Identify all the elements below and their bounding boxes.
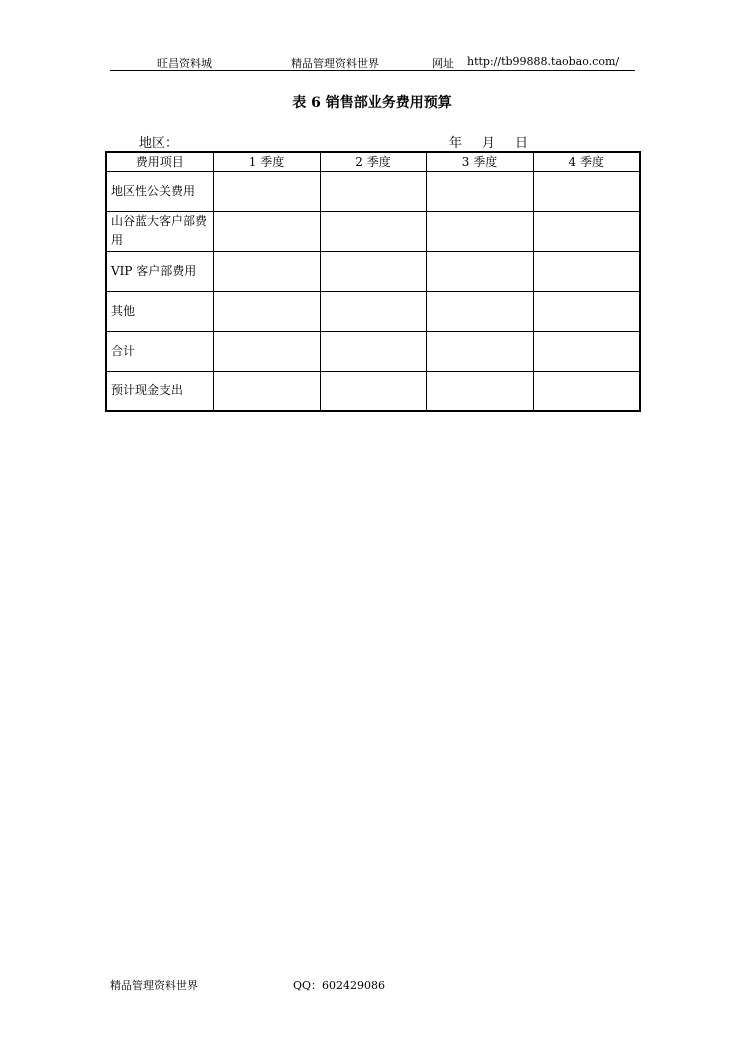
- column-header-q3: 3 季度: [426, 152, 533, 171]
- table-row: [106, 331, 640, 371]
- cell-q3[interactable]: [426, 171, 533, 211]
- cell-q3[interactable]: [426, 251, 533, 291]
- date-day-label: 日: [515, 136, 529, 151]
- cell-q2[interactable]: [320, 371, 426, 411]
- cell-q1[interactable]: [213, 171, 320, 211]
- column-header-q2: 2 季度: [320, 152, 426, 171]
- header-url-label: 网址: [432, 57, 454, 70]
- row-item-label: 地区性公关费用: [106, 171, 213, 211]
- cell-q3[interactable]: [426, 291, 533, 331]
- cell-q2[interactable]: [320, 251, 426, 291]
- region-label: 地区：: [139, 136, 179, 151]
- footer-qq: QQ：602429086: [293, 979, 386, 992]
- table-row: [106, 291, 640, 331]
- cell-q2[interactable]: [320, 291, 426, 331]
- cell-q1[interactable]: [213, 251, 320, 291]
- cell-q1[interactable]: [213, 331, 320, 371]
- cell-q1[interactable]: [213, 291, 320, 331]
- table-row: [106, 371, 640, 411]
- header-shop-name: 旺昌资料城: [157, 57, 212, 70]
- date-month-label: 月: [482, 136, 496, 151]
- cell-q1[interactable]: [213, 211, 320, 251]
- row-item-label: 预计现金支出: [106, 371, 213, 411]
- cell-q1[interactable]: [213, 371, 320, 411]
- column-header-q1: 1 季度: [213, 152, 320, 171]
- cell-q4[interactable]: [533, 371, 640, 411]
- cell-q4[interactable]: [533, 251, 640, 291]
- document-title: 表 6 销售部业务费用预算: [292, 95, 452, 111]
- cell-q4[interactable]: [533, 211, 640, 251]
- header-url-link[interactable]: http://tb99888.taobao.com/: [467, 55, 620, 68]
- row-item-label: 合计: [106, 331, 213, 371]
- column-header-item: 费用项目: [106, 152, 213, 171]
- table-row: [106, 211, 640, 251]
- table-row: [106, 171, 640, 211]
- row-item-label: 山谷蓝大客户部费用: [106, 211, 213, 251]
- date-year-label: 年: [449, 136, 463, 151]
- cell-q3[interactable]: [426, 211, 533, 251]
- cell-q2[interactable]: [320, 171, 426, 211]
- budget-table: [105, 151, 641, 412]
- cell-q3[interactable]: [426, 331, 533, 371]
- table-header-row: [106, 152, 640, 171]
- row-item-label: 其他: [106, 291, 213, 331]
- footer-name: 精品管理资料世界: [110, 979, 198, 992]
- cell-q2[interactable]: [320, 331, 426, 371]
- cell-q4[interactable]: [533, 331, 640, 371]
- cell-q3[interactable]: [426, 371, 533, 411]
- header-world-name: 精品管理资料世界: [291, 57, 379, 70]
- cell-q4[interactable]: [533, 291, 640, 331]
- column-header-q4: 4 季度: [533, 152, 640, 171]
- row-item-label: VIP 客户部费用: [106, 251, 213, 291]
- table-row: [106, 251, 640, 291]
- cell-q4[interactable]: [533, 171, 640, 211]
- page-header: [110, 52, 635, 71]
- cell-q2[interactable]: [320, 211, 426, 251]
